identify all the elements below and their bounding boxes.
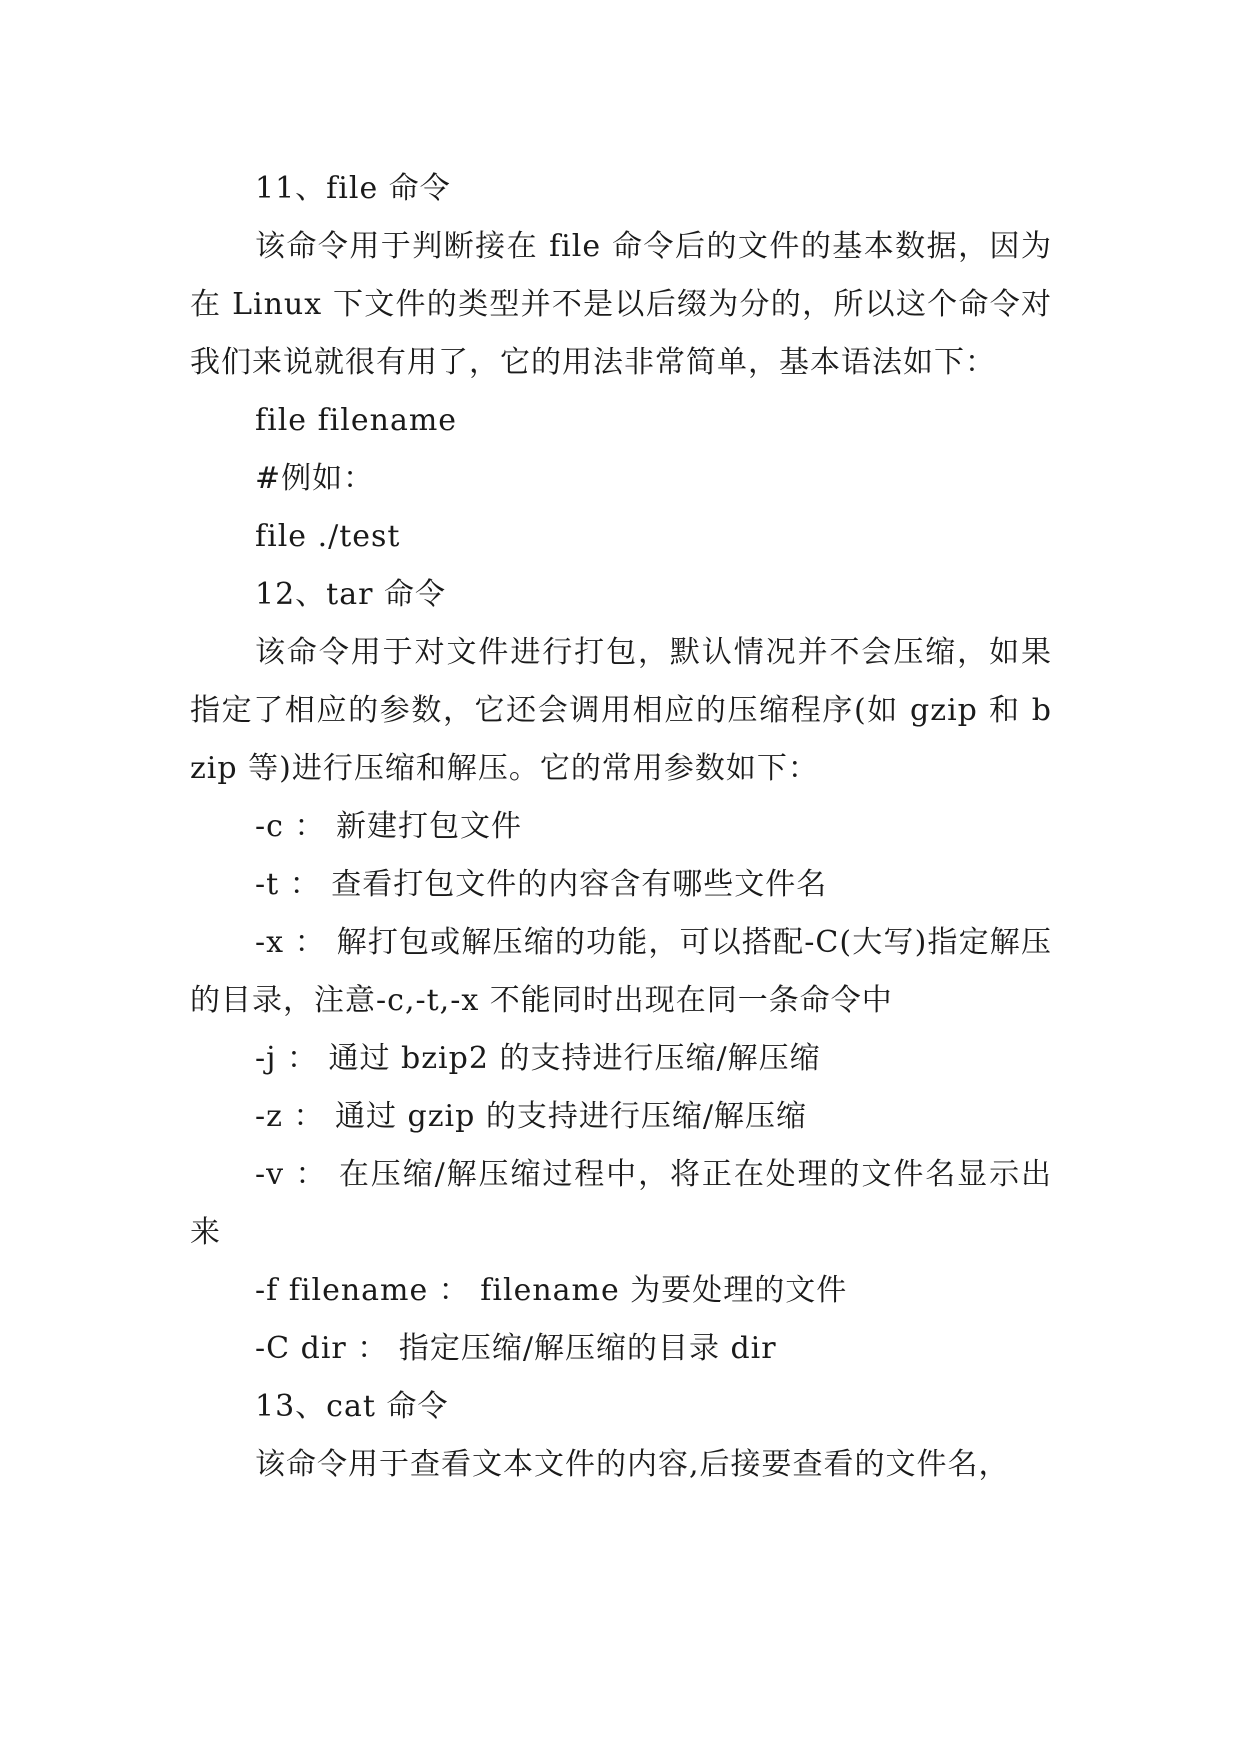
section-heading-tar: 12、tar 命令 xyxy=(255,577,446,612)
paragraph-tar-description: 该命令用于对文件进行打包，默认情况并不会压缩，如果指定了相应的参数，它还会调用相应的压缩程序(如 gzip 和 bzip 等)进行压缩和解压。它的常用参数如下： xyxy=(190,635,1052,786)
option-c: -c ： 新建打包文件 xyxy=(255,809,523,844)
option-z: -z ： 通过 gzip 的支持进行压缩/解压缩 xyxy=(255,1099,808,1134)
section-heading-file: 11、file 命令 xyxy=(255,171,451,206)
code-comment-example: #例如： xyxy=(255,461,375,496)
option-j: -j ： 通过 bzip2 的支持进行压缩/解压缩 xyxy=(255,1041,821,1076)
paragraph-file-description: 该命令用于判断接在 file 命令后的文件的基本数据，因为在 Linux 下文件的类型并不是以后缀为分的，所以这个命令对我们来说就很有用了，它的用法非常简单，基本语法如下： xyxy=(190,229,1052,380)
code-line-file-example: file ./test xyxy=(255,519,401,554)
option-C: -C dir ： 指定压缩/解压缩的目录 dir xyxy=(255,1331,777,1366)
option-t: -t ： 查看打包文件的内容含有哪些文件名 xyxy=(255,867,828,902)
document-body xyxy=(190,160,1052,1494)
section-heading-cat: 13、cat 命令 xyxy=(255,1389,449,1424)
option-f: -f filename ： filename 为要处理的文件 xyxy=(255,1273,848,1308)
code-line-file-syntax: file filename xyxy=(255,403,458,438)
option-v: -v ： 在压缩/解压缩过程中，将正在处理的文件名显示出来 xyxy=(190,1157,1052,1250)
option-x: -x ： 解打包或解压缩的功能，可以搭配-C(大写)指定解压的目录，注意-c,-t,-x 不能同时出现在同一条命令中 xyxy=(190,925,1052,1018)
paragraph-cat-description: 该命令用于查看文本文件的内容,后接要查看的文件名， xyxy=(255,1447,1010,1482)
